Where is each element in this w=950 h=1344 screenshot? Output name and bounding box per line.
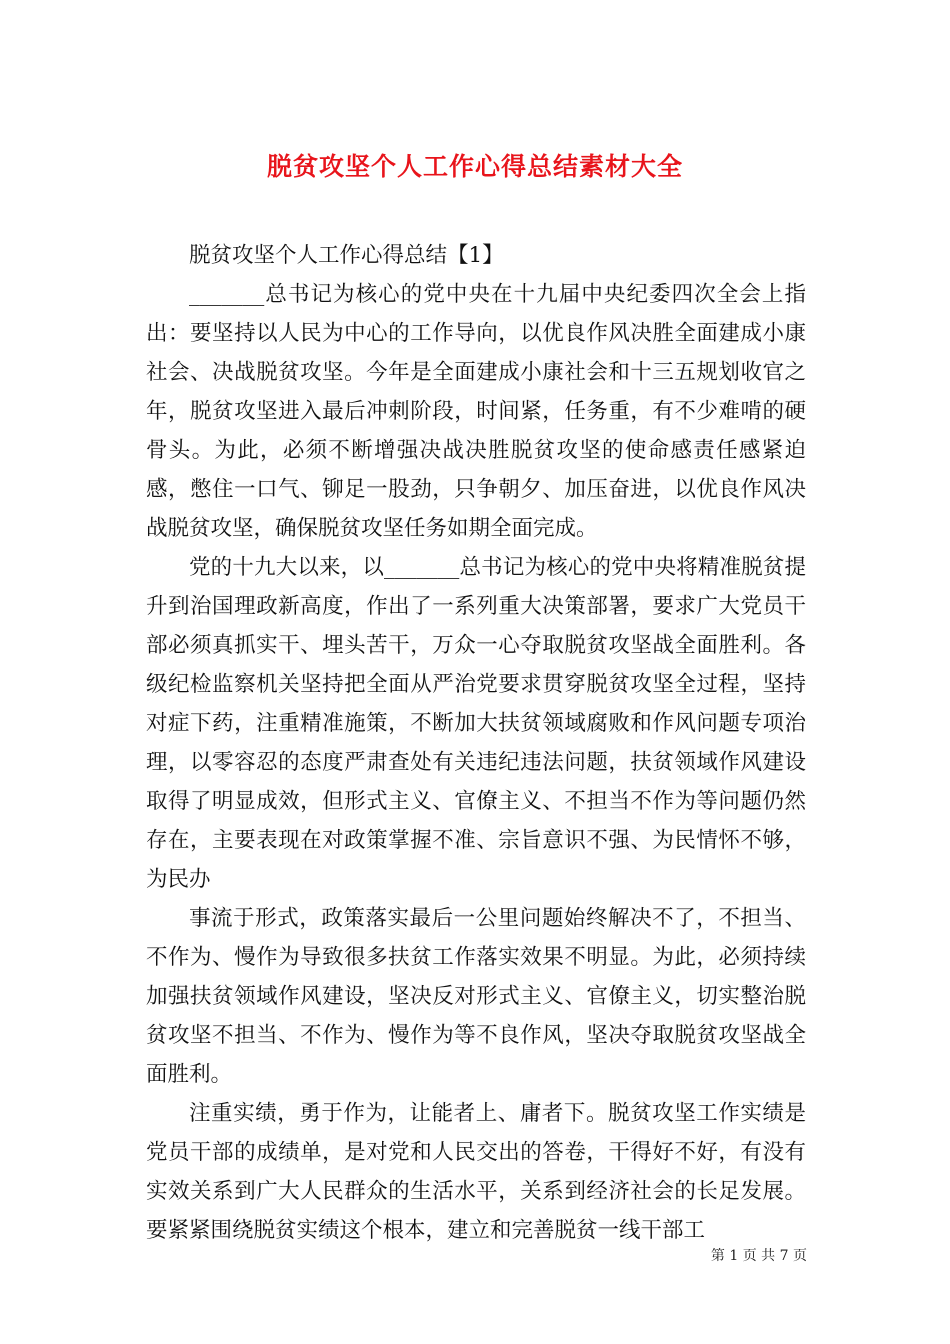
- document-title: 脱贫攻坚个人工作心得总结素材大全: [266, 151, 683, 181]
- page-number-indicator: 第 1 页 共 7 页: [710, 1248, 807, 1264]
- paragraph-1: _______总书记为核心的党中央在十九届中央纪委四次全会上指出：要坚持以人民为中心的工作导向，以优良作风决胜全面建成小康社会、决战脱贫攻坚。今年是全面建成小康社会和十三五规划收官之年，脱贫攻坚进入最后冲刺阶段，时间紧，任务重，有不少难啃的硬骨头。为此，必须不断增强决战决胜脱贫攻坚的使命感责任感紧迫感，憋住一口气、铆足一股劲，只争朝夕、加压奋进，以优良作风决战脱贫攻坚，确保脱贫攻坚任务如期全面完成。: [146, 282, 806, 541]
- paragraph-3: 事流于形式，政策落实最后一公里问题始终解决不了，不担当、不作为、慢作为导致很多扶贫工作落实效果不明显。为此，必须持续加强扶贫领域作风建设，坚决反对形式主义、官僚主义，切实整治脱贫攻坚不担当、不作为、慢作为等不良作风，坚决夺取脱贫攻坚战全面胜利。: [146, 906, 806, 1087]
- section-heading: 脱贫攻坚个人工作心得总结【1】: [189, 243, 504, 268]
- paragraph-2: 党的十九大以来，以_______总书记为核心的党中央将精准脱贫提升到治国理政新高度，作出了一系列重大决策部署，要求广大党员干部必须真抓实干、埋头苦干，万众一心夺取脱贫攻坚战全面胜利。各级纪检监察机关坚持把全面从严治党要求贯穿脱贫攻坚全过程，坚持对症下药，注重精准施策，不断加大扶贫领域腐败和作风问题专项治理，以零容忍的态度严肃查处有关违纪违法问题，扶贫领域作风建设取得了明显成效，但形式主义、官僚主义、不担当不作为等问题仍然存在，主要表现在对政策掌握不准、宗旨意识不强、为民情怀不够，为民办: [146, 555, 806, 892]
- document-body: [146, 236, 806, 1250]
- paragraph-4: 注重实绩，勇于作为，让能者上、庸者下。脱贫攻坚工作实绩是党员干部的成绩单，是对党和人民交出的答卷，干得好不好，有没有实效关系到广大人民群众的生活水平，关系到经济社会的长足发展。要紧紧围绕脱贫实绩这个根本，建立和完善脱贫一线干部工: [146, 1101, 806, 1243]
